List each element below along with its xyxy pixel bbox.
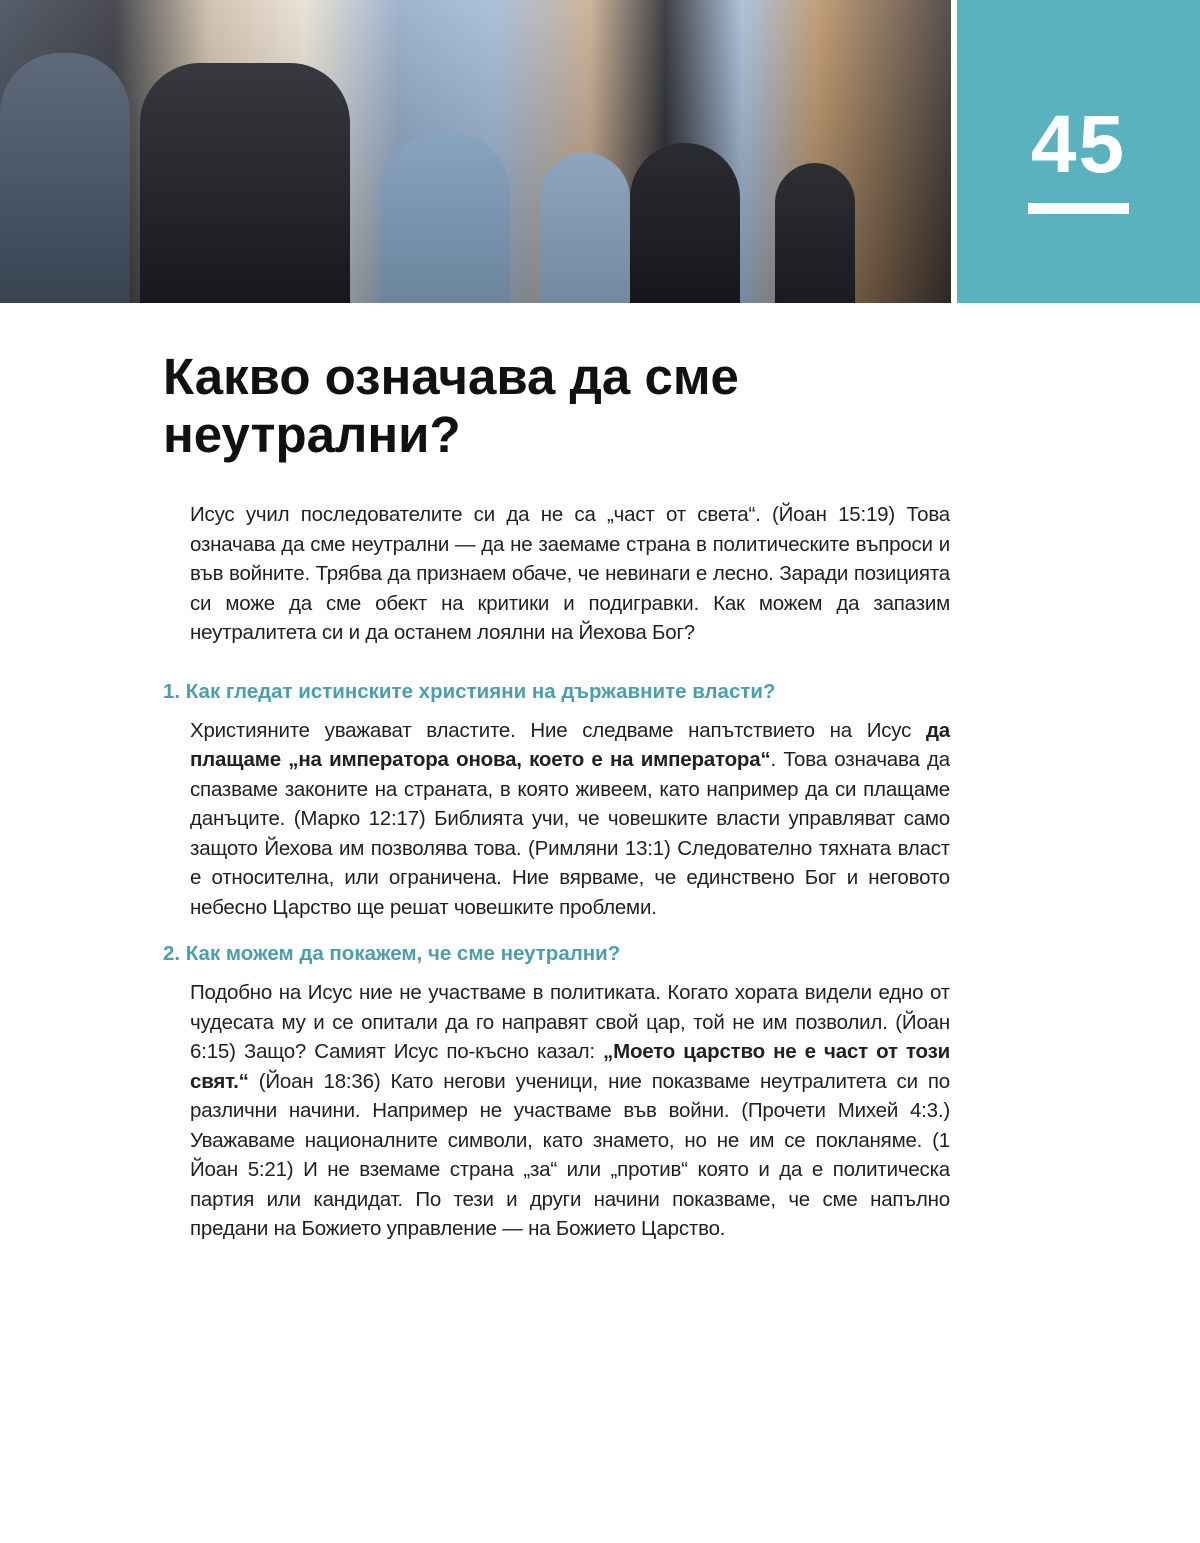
page-title: Какво означава да сме неутрални? <box>163 348 739 463</box>
text-run: Исус учил последователите си да не са „част от света“. (Йоан 15:19) Това означава да сме неутрални — да не заемаме страна в политическите въпроси и във войните. Трябва да признаем обаче, че невинаги е лесно. Заради позицията си може да сме обект на критики и подигравки. Как можем да запазим неутралитета си и да останем лоялни на Йехова Бог? <box>190 503 950 644</box>
text-run: Подобно на Исус ние не участваме в политиката. Когато хората видели едно от чудесата му и се опитали да го направят свой цар, той не им позволил. (Йоан 6:15) Защо? Самият Исус по-късно казал: <box>190 981 950 1063</box>
bold-text-run: „Моето царство не е част от този свят.“ <box>190 1040 950 1093</box>
lesson-number: 45 <box>1030 99 1127 190</box>
photo-shade <box>0 0 951 303</box>
header-photo <box>0 0 951 303</box>
article-content <box>163 500 950 1244</box>
lesson-number-underline <box>1028 203 1129 214</box>
section-heading: 1. Как гледат истинските християни на държавните власти? <box>163 679 776 703</box>
section-paragraph <box>190 978 950 1244</box>
lesson-number-badge <box>957 0 1200 303</box>
text-run: Християните уважават властите. Ние следваме напътствието на Исус <box>190 718 926 742</box>
bold-text-run: да плащаме „на императора онова, което е на императора“ <box>190 718 950 771</box>
intro-paragraph <box>190 500 950 648</box>
text-run: . Това означава да спазваме законите на страната, в която живеем, като например да си плащаме данъците. (Марко 12:17) Библията учи, че човешките власти управляват само защото Йехова им позволява това. (Римляни 13:1) Следователно тяхната власт е относителна, или ограничена. Ние вярваме, че единствено Бог и неговото небесно Царство ще решат човешките проблеми. <box>190 748 950 919</box>
section-heading: 2. Как можем да покажем, че сме неутрални? <box>163 942 621 965</box>
text-run: (Йоан 18:36) Като негови ученици, ние показваме неутралитета си по различни начини. Например не участваме във войни. (Прочети Михей 4:3.) Уважаваме националните символи, като знамето, но не им се покланяме. (1 Йоан 5:21) И не вземаме страна „за“ или „против“ която и да е политическа партия или кандидат. По тези и други начини показваме, че сме напълно предани на Божието управление — на Божието Царство. <box>190 1069 950 1240</box>
section-paragraph <box>190 716 950 923</box>
